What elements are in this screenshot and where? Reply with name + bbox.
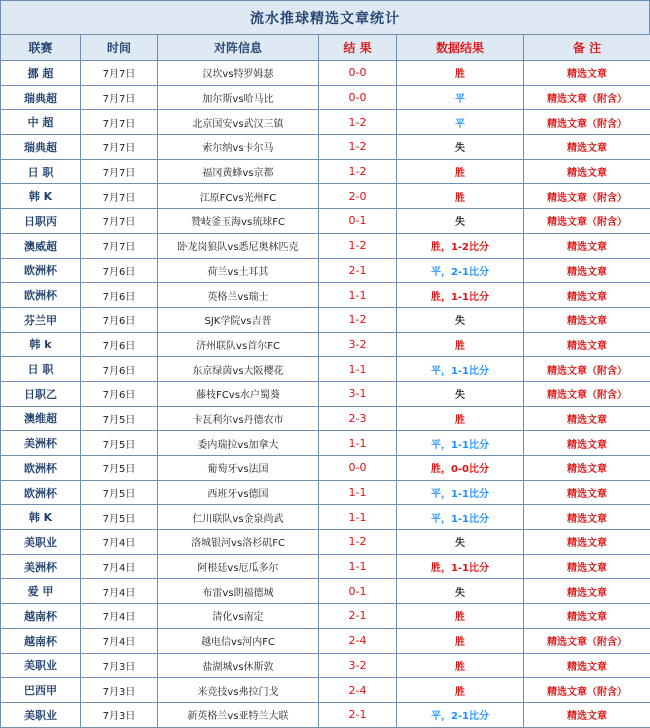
date-cell: 7月7日: [81, 135, 158, 160]
date-cell: 7月4日: [81, 579, 158, 604]
data-result-cell: 胜: [397, 332, 524, 357]
score-cell: 1-1: [319, 505, 397, 530]
data-result-cell: 失: [397, 381, 524, 406]
match-cell: 委内瑞拉vs加拿大: [158, 431, 319, 456]
match-cell: 阿根廷vs厄瓜多尔: [158, 554, 319, 579]
date-cell: 7月7日: [81, 233, 158, 258]
match-cell: 布雷vs朗福德城: [158, 579, 319, 604]
score-cell: 1-1: [319, 480, 397, 505]
league-cell: 中 超: [1, 110, 81, 135]
league-cell: 日 职: [1, 357, 81, 382]
data-result-cell: 平，1-1比分: [397, 480, 524, 505]
data-result-cell: 胜: [397, 678, 524, 703]
league-cell: 日 职: [1, 159, 81, 184]
match-cell: 卡瓦利尔vs丹德农市: [158, 406, 319, 431]
note-cell: 精选文章: [524, 283, 650, 308]
data-result-cell: 胜: [397, 604, 524, 629]
table-row: [1, 258, 650, 283]
data-result-cell: 平，1-1比分: [397, 505, 524, 530]
data-result-cell: 胜，1-2比分: [397, 233, 524, 258]
score-cell: 0-1: [319, 579, 397, 604]
date-cell: 7月4日: [81, 628, 158, 653]
data-result-cell: 胜: [397, 653, 524, 678]
note-cell: 精选文章: [524, 135, 650, 160]
match-cell: 仁川联队vs金泉尚武: [158, 505, 319, 530]
data-result-cell: 平，1-1比分: [397, 431, 524, 456]
league-cell: 美洲杯: [1, 431, 81, 456]
league-cell: 欧洲杯: [1, 456, 81, 481]
data-result-cell: 胜: [397, 61, 524, 86]
note-cell: 精选文章: [524, 653, 650, 678]
header-match: 对阵信息: [158, 35, 319, 61]
date-cell: 7月6日: [81, 357, 158, 382]
score-cell: 0-0: [319, 456, 397, 481]
score-cell: 0-0: [319, 61, 397, 86]
date-cell: 7月7日: [81, 110, 158, 135]
date-cell: 7月7日: [81, 61, 158, 86]
table-row: [1, 628, 650, 653]
table-row: [1, 159, 650, 184]
note-cell: 精选文章: [524, 233, 650, 258]
data-result-cell: 胜: [397, 406, 524, 431]
date-cell: 7月7日: [81, 85, 158, 110]
score-cell: 3-1: [319, 381, 397, 406]
score-cell: 2-0: [319, 184, 397, 209]
note-cell: 精选文章: [524, 159, 650, 184]
note-cell: 精选文章: [524, 505, 650, 530]
score-cell: 1-1: [319, 357, 397, 382]
data-result-cell: 失: [397, 307, 524, 332]
match-cell: 卧龙岗狼队vs悉尼奥林匹克: [158, 233, 319, 258]
match-cell: SJK学院vs吉普: [158, 307, 319, 332]
date-cell: 7月6日: [81, 381, 158, 406]
header-note: 备 注: [524, 35, 650, 61]
league-cell: 挪 超: [1, 61, 81, 86]
date-cell: 7月7日: [81, 159, 158, 184]
league-cell: 澳威超: [1, 233, 81, 258]
results-table: [0, 34, 650, 728]
score-cell: 1-1: [319, 554, 397, 579]
league-cell: 欧洲杯: [1, 480, 81, 505]
data-result-cell: 平: [397, 85, 524, 110]
match-cell: 米竞技vs弗拉门戈: [158, 678, 319, 703]
date-cell: 7月6日: [81, 307, 158, 332]
match-cell: 东京绿茵vs大阪樱花: [158, 357, 319, 382]
table-row: [1, 307, 650, 332]
table-row: [1, 678, 650, 703]
note-cell: 精选文章（附含）: [524, 628, 650, 653]
match-cell: 盐湖城vs休斯敦: [158, 653, 319, 678]
league-cell: 韩 k: [1, 332, 81, 357]
data-result-cell: 胜: [397, 628, 524, 653]
match-cell: 索尔纳vs卡尔马: [158, 135, 319, 160]
date-cell: 7月7日: [81, 184, 158, 209]
table-row: [1, 61, 650, 86]
data-result-cell: 胜，1-1比分: [397, 283, 524, 308]
data-result-cell: 胜，0-0比分: [397, 456, 524, 481]
match-cell: 荷兰vs土耳其: [158, 258, 319, 283]
data-result-cell: 失: [397, 209, 524, 234]
table-row: [1, 653, 650, 678]
table-row: [1, 357, 650, 382]
league-cell: 日职乙: [1, 381, 81, 406]
league-cell: 韩 K: [1, 505, 81, 530]
note-cell: 精选文章: [524, 61, 650, 86]
date-cell: 7月3日: [81, 702, 158, 727]
match-cell: 清化vs南定: [158, 604, 319, 629]
league-cell: 瑞典超: [1, 135, 81, 160]
table-row: [1, 135, 650, 160]
match-cell: 济州联队vs首尔FC: [158, 332, 319, 357]
note-cell: 精选文章: [524, 554, 650, 579]
data-result-cell: 平: [397, 110, 524, 135]
score-cell: 1-2: [319, 530, 397, 555]
league-cell: 瑞典超: [1, 85, 81, 110]
table-row: [1, 702, 650, 727]
match-cell: 新英格兰vs亚特兰大联: [158, 702, 319, 727]
data-result-cell: 平，2-1比分: [397, 258, 524, 283]
data-result-cell: 平，1-1比分: [397, 357, 524, 382]
header-data-result: 数据结果: [397, 35, 524, 61]
score-cell: 0-1: [319, 209, 397, 234]
data-result-cell: 胜: [397, 184, 524, 209]
date-cell: 7月3日: [81, 678, 158, 703]
date-cell: 7月6日: [81, 283, 158, 308]
table-row: [1, 233, 650, 258]
date-cell: 7月7日: [81, 209, 158, 234]
note-cell: 精选文章（附含）: [524, 184, 650, 209]
score-cell: 2-4: [319, 678, 397, 703]
score-cell: 2-3: [319, 406, 397, 431]
score-cell: 2-1: [319, 258, 397, 283]
table-row: [1, 406, 650, 431]
score-cell: 3-2: [319, 653, 397, 678]
date-cell: 7月5日: [81, 505, 158, 530]
league-cell: 越南杯: [1, 604, 81, 629]
score-cell: 1-2: [319, 110, 397, 135]
note-cell: 精选文章: [524, 530, 650, 555]
score-cell: 2-1: [319, 702, 397, 727]
date-cell: 7月4日: [81, 530, 158, 555]
note-cell: 精选文章: [524, 258, 650, 283]
date-cell: 7月4日: [81, 554, 158, 579]
match-cell: 赞岐釜玉海vs琉球FC: [158, 209, 319, 234]
data-result-cell: 平，2-1比分: [397, 702, 524, 727]
note-cell: 精选文章: [524, 456, 650, 481]
match-cell: 洛城银河vs洛杉矶FC: [158, 530, 319, 555]
league-cell: 美职业: [1, 702, 81, 727]
table-body: [1, 61, 650, 728]
date-cell: 7月4日: [81, 604, 158, 629]
league-cell: 越南杯: [1, 628, 81, 653]
league-cell: 澳维超: [1, 406, 81, 431]
note-cell: 精选文章（附含）: [524, 678, 650, 703]
date-cell: 7月5日: [81, 406, 158, 431]
data-result-cell: 胜: [397, 159, 524, 184]
table-row: [1, 184, 650, 209]
date-cell: 7月5日: [81, 431, 158, 456]
score-cell: 1-1: [319, 283, 397, 308]
match-cell: 加尔斯vs哈马比: [158, 85, 319, 110]
table-row: [1, 332, 650, 357]
table-row: [1, 480, 650, 505]
date-cell: 7月5日: [81, 456, 158, 481]
note-cell: 精选文章（附含）: [524, 85, 650, 110]
table-row: [1, 554, 650, 579]
note-cell: 精选文章（附含）: [524, 357, 650, 382]
note-cell: 精选文章: [524, 604, 650, 629]
match-cell: 西班牙vs德国: [158, 480, 319, 505]
table-row: [1, 85, 650, 110]
match-cell: 英格兰vs瑞士: [158, 283, 319, 308]
data-result-cell: 失: [397, 530, 524, 555]
match-cell: 福冈黄蜂vs京都: [158, 159, 319, 184]
note-cell: 精选文章: [524, 480, 650, 505]
league-cell: 日职丙: [1, 209, 81, 234]
date-cell: 7月6日: [81, 258, 158, 283]
score-cell: 1-1: [319, 431, 397, 456]
table-row: [1, 431, 650, 456]
score-cell: 1-2: [319, 233, 397, 258]
data-result-cell: 胜，1-1比分: [397, 554, 524, 579]
match-cell: 越电信vs河内FC: [158, 628, 319, 653]
table-row: [1, 579, 650, 604]
date-cell: 7月5日: [81, 480, 158, 505]
note-cell: 精选文章: [524, 406, 650, 431]
note-cell: 精选文章: [524, 332, 650, 357]
match-cell: 江原FCvs光州FC: [158, 184, 319, 209]
league-cell: 欧洲杯: [1, 258, 81, 283]
header-row: [1, 35, 650, 61]
table-row: [1, 110, 650, 135]
sheet-title: 流水推球精选文章统计: [0, 0, 650, 35]
match-cell: 北京国安vs武汉三镇: [158, 110, 319, 135]
note-cell: 精选文章（附含）: [524, 110, 650, 135]
league-cell: 巴西甲: [1, 678, 81, 703]
header-time: 时间: [81, 35, 158, 61]
date-cell: 7月6日: [81, 332, 158, 357]
score-cell: 1-2: [319, 159, 397, 184]
match-cell: 藤枝FCvs水户蜀葵: [158, 381, 319, 406]
date-cell: 7月3日: [81, 653, 158, 678]
league-cell: 欧洲杯: [1, 283, 81, 308]
note-cell: 精选文章: [524, 579, 650, 604]
note-cell: 精选文章: [524, 702, 650, 727]
table-row: [1, 456, 650, 481]
table-row: [1, 209, 650, 234]
score-cell: 3-2: [319, 332, 397, 357]
league-cell: 爱 甲: [1, 579, 81, 604]
note-cell: 精选文章（附含）: [524, 381, 650, 406]
score-cell: 1-2: [319, 135, 397, 160]
note-cell: 精选文章: [524, 431, 650, 456]
league-cell: 韩 K: [1, 184, 81, 209]
note-cell: 精选文章: [524, 307, 650, 332]
header-score: 结 果: [319, 35, 397, 61]
table-row: [1, 283, 650, 308]
table-row: [1, 604, 650, 629]
table-row: [1, 530, 650, 555]
league-cell: 芬兰甲: [1, 307, 81, 332]
league-cell: 美职业: [1, 653, 81, 678]
score-cell: 2-1: [319, 604, 397, 629]
data-result-cell: 失: [397, 579, 524, 604]
match-cell: 汉坎vs特罗姆瑟: [158, 61, 319, 86]
league-cell: 美职业: [1, 530, 81, 555]
table-row: [1, 505, 650, 530]
score-cell: 1-2: [319, 307, 397, 332]
header-league: 联赛: [1, 35, 81, 61]
note-cell: 精选文章（附含）: [524, 209, 650, 234]
table-row: [1, 381, 650, 406]
data-result-cell: 失: [397, 135, 524, 160]
score-cell: 0-0: [319, 85, 397, 110]
league-cell: 美洲杯: [1, 554, 81, 579]
match-cell: 葡萄牙vs法国: [158, 456, 319, 481]
score-cell: 2-4: [319, 628, 397, 653]
